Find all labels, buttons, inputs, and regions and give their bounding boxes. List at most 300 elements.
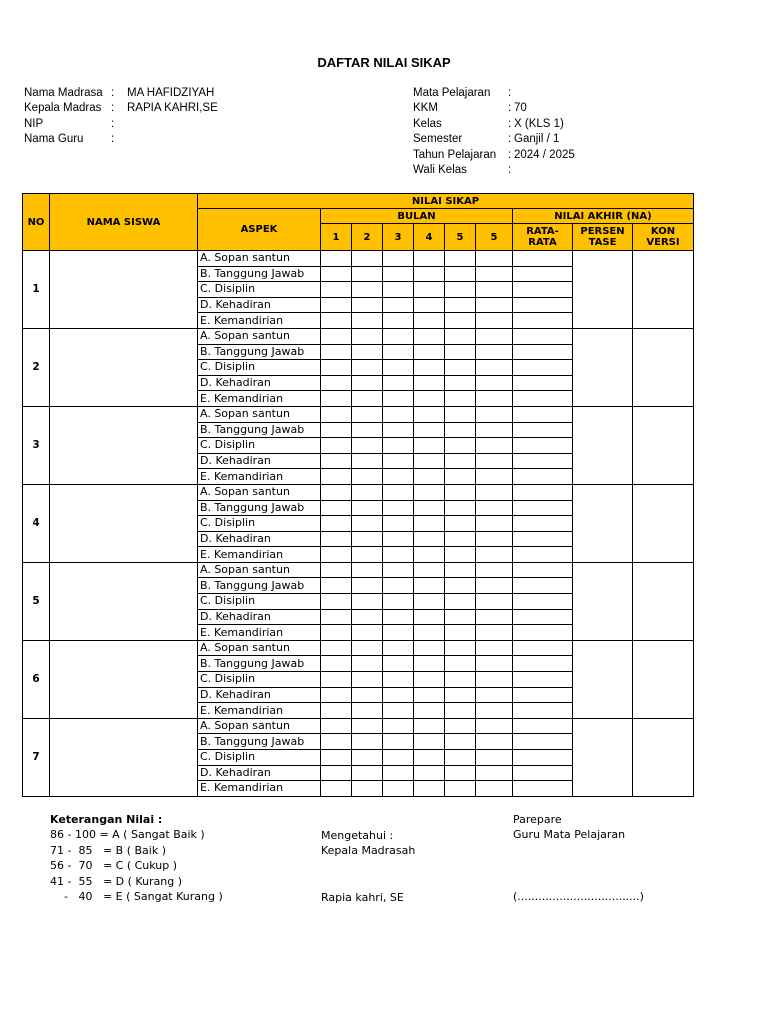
score-cell[interactable] [321, 251, 352, 267]
score-cell[interactable] [321, 500, 352, 516]
score-cell[interactable] [445, 375, 476, 391]
score-cell[interactable] [445, 531, 476, 547]
score-cell[interactable] [414, 672, 445, 688]
score-cell[interactable] [445, 453, 476, 469]
score-cell[interactable] [476, 297, 513, 313]
score-cell[interactable] [513, 781, 573, 797]
score-cell[interactable] [352, 516, 383, 532]
page-title: DAFTAR NILAI SIKAP [317, 55, 451, 70]
score-cell[interactable] [513, 656, 573, 672]
score-cell[interactable] [445, 484, 476, 500]
aspect-label: E. Kemandirian [198, 469, 321, 485]
score-cell[interactable] [476, 547, 513, 563]
guru-signature-line: (...................................) [513, 889, 644, 903]
persentase-cell[interactable] [573, 640, 633, 718]
score-cell[interactable] [321, 391, 352, 407]
score-cell[interactable] [414, 781, 445, 797]
score-cell[interactable] [445, 344, 476, 360]
score-cell[interactable] [513, 672, 573, 688]
score-cell[interactable] [513, 251, 573, 267]
score-cell[interactable] [321, 547, 352, 563]
score-cell[interactable] [352, 251, 383, 267]
score-cell[interactable] [476, 734, 513, 750]
konversi-cell[interactable] [633, 484, 694, 562]
mengetahui-label: Mengetahui : [321, 829, 394, 842]
score-cell[interactable] [414, 594, 445, 610]
aspect-label: E. Kemandirian [198, 391, 321, 407]
score-cell[interactable] [321, 282, 352, 298]
score-cell[interactable] [414, 656, 445, 672]
score-cell[interactable] [513, 422, 573, 438]
score-cell[interactable] [352, 703, 383, 719]
score-cell[interactable] [383, 438, 414, 454]
score-cell[interactable] [476, 282, 513, 298]
score-cell[interactable] [445, 609, 476, 625]
school-info-label: Kepala Madras [24, 102, 102, 115]
score-cell[interactable] [383, 266, 414, 282]
score-cell[interactable] [321, 781, 352, 797]
score-cell[interactable] [445, 360, 476, 376]
score-cell[interactable] [476, 375, 513, 391]
score-cell[interactable] [513, 578, 573, 594]
score-cell[interactable] [513, 765, 573, 781]
score-cell[interactable] [414, 547, 445, 563]
score-cell[interactable] [445, 500, 476, 516]
score-cell[interactable] [445, 266, 476, 282]
score-cell[interactable] [321, 687, 352, 703]
score-cell[interactable] [476, 625, 513, 641]
teacher-signature [513, 812, 713, 904]
school-info [24, 86, 284, 148]
score-cell[interactable] [414, 391, 445, 407]
student-name-cell[interactable] [50, 562, 198, 640]
score-cell[interactable] [352, 391, 383, 407]
score-cell[interactable] [445, 282, 476, 298]
student-name-cell[interactable] [50, 406, 198, 484]
score-cell[interactable] [445, 750, 476, 766]
score-cell[interactable] [445, 703, 476, 719]
score-cell[interactable] [414, 375, 445, 391]
score-cell[interactable] [414, 360, 445, 376]
score-cell[interactable] [321, 453, 352, 469]
score-cell[interactable] [321, 531, 352, 547]
score-cell[interactable] [414, 500, 445, 516]
score-cell[interactable] [414, 765, 445, 781]
class-info-label: Mata Pelajaran [413, 87, 491, 99]
score-cell[interactable] [513, 687, 573, 703]
score-cell[interactable] [513, 562, 573, 578]
score-cell[interactable] [414, 438, 445, 454]
score-cell[interactable] [445, 687, 476, 703]
score-cell[interactable] [383, 484, 414, 500]
score-cell[interactable] [383, 422, 414, 438]
score-cell[interactable] [414, 531, 445, 547]
score-cell[interactable] [476, 251, 513, 267]
student-name-cell[interactable] [50, 251, 198, 329]
score-cell[interactable] [476, 640, 513, 656]
konversi-cell[interactable] [633, 328, 694, 406]
score-cell[interactable] [321, 562, 352, 578]
score-cell[interactable] [321, 578, 352, 594]
score-cell[interactable] [513, 547, 573, 563]
score-cell[interactable] [352, 453, 383, 469]
score-cell[interactable] [321, 469, 352, 485]
score-cell[interactable] [383, 656, 414, 672]
score-cell[interactable] [352, 360, 383, 376]
score-cell[interactable] [513, 703, 573, 719]
score-cell[interactable] [321, 718, 352, 734]
score-cell[interactable] [476, 438, 513, 454]
score-cell[interactable] [321, 516, 352, 532]
persentase-cell[interactable] [573, 484, 633, 562]
score-cell[interactable] [476, 313, 513, 329]
score-cell[interactable] [414, 406, 445, 422]
score-cell[interactable] [445, 422, 476, 438]
konversi-cell[interactable] [633, 718, 694, 796]
score-cell[interactable] [513, 469, 573, 485]
score-cell[interactable] [513, 594, 573, 610]
score-cell[interactable] [383, 531, 414, 547]
score-cell[interactable] [513, 360, 573, 376]
score-cell[interactable] [383, 251, 414, 267]
score-cell[interactable] [513, 531, 573, 547]
score-cell[interactable] [383, 640, 414, 656]
score-cell[interactable] [445, 547, 476, 563]
score-cell[interactable] [352, 406, 383, 422]
na-header-line2: TASE [588, 237, 617, 248]
score-cell[interactable] [414, 422, 445, 438]
score-cell[interactable] [352, 718, 383, 734]
student-number: 2 [23, 328, 50, 406]
score-cell[interactable] [321, 375, 352, 391]
score-cell[interactable] [513, 640, 573, 656]
persentase-cell[interactable] [573, 718, 633, 796]
score-cell[interactable] [513, 500, 573, 516]
score-cell[interactable] [352, 422, 383, 438]
konversi-cell[interactable] [633, 562, 694, 640]
score-cell[interactable] [321, 703, 352, 719]
score-cell[interactable] [383, 734, 414, 750]
score-cell[interactable] [321, 266, 352, 282]
score-cell[interactable] [352, 500, 383, 516]
student-number: 4 [23, 484, 50, 562]
score-cell[interactable] [414, 718, 445, 734]
score-cell[interactable] [352, 640, 383, 656]
aspect-label: B. Tanggung Jawab [198, 578, 321, 594]
score-cell[interactable] [414, 266, 445, 282]
score-cell[interactable] [383, 750, 414, 766]
score-cell[interactable] [445, 656, 476, 672]
score-cell[interactable] [352, 266, 383, 282]
persentase-cell[interactable] [573, 406, 633, 484]
score-cell[interactable] [352, 625, 383, 641]
score-cell[interactable] [383, 282, 414, 298]
score-cell[interactable] [352, 594, 383, 610]
score-cell[interactable] [321, 640, 352, 656]
persentase-cell[interactable] [573, 251, 633, 329]
score-cell[interactable] [383, 687, 414, 703]
score-cell[interactable] [383, 375, 414, 391]
score-cell[interactable] [352, 313, 383, 329]
nama-siswa-header: NAMA SISWA [50, 194, 198, 251]
score-cell[interactable] [445, 594, 476, 610]
class-info-label: KKM [413, 102, 438, 115]
score-cell[interactable] [476, 672, 513, 688]
score-cell[interactable] [352, 297, 383, 313]
score-cell[interactable] [383, 594, 414, 610]
score-cell[interactable] [513, 391, 573, 407]
score-cell[interactable] [321, 609, 352, 625]
score-cell[interactable] [383, 609, 414, 625]
score-cell[interactable] [476, 344, 513, 360]
student-name-cell[interactable] [50, 718, 198, 796]
score-cell[interactable] [352, 609, 383, 625]
persentase-cell[interactable] [573, 328, 633, 406]
class-info-value: 70 [514, 102, 527, 115]
score-cell[interactable] [445, 438, 476, 454]
aspect-label: A. Sopan santun [198, 251, 321, 267]
score-cell[interactable] [352, 469, 383, 485]
score-cell[interactable] [383, 500, 414, 516]
score-cell[interactable] [445, 625, 476, 641]
score-cell[interactable] [383, 391, 414, 407]
score-cell[interactable] [513, 328, 573, 344]
score-cell[interactable] [414, 313, 445, 329]
score-cell[interactable] [476, 328, 513, 344]
class-info-label: Wali Kelas [413, 163, 467, 176]
score-cell[interactable] [414, 469, 445, 485]
score-cell[interactable] [383, 406, 414, 422]
score-cell[interactable] [414, 297, 445, 313]
score-cell[interactable] [383, 313, 414, 329]
score-cell[interactable] [352, 531, 383, 547]
score-cell[interactable] [513, 438, 573, 454]
month-header: 5 [445, 224, 476, 251]
score-cell[interactable] [476, 453, 513, 469]
score-cell[interactable] [476, 609, 513, 625]
na-column-header [573, 224, 633, 251]
score-cell[interactable] [476, 406, 513, 422]
score-cell[interactable] [321, 438, 352, 454]
score-cell[interactable] [414, 453, 445, 469]
konversi-cell[interactable] [633, 640, 694, 718]
score-cell[interactable] [383, 547, 414, 563]
score-cell[interactable] [352, 344, 383, 360]
student-name-cell[interactable] [50, 640, 198, 718]
score-cell[interactable] [476, 516, 513, 532]
score-cell[interactable] [476, 687, 513, 703]
score-cell[interactable] [321, 672, 352, 688]
score-cell[interactable] [513, 344, 573, 360]
score-cell[interactable] [383, 297, 414, 313]
score-cell[interactable] [476, 562, 513, 578]
score-cell[interactable] [476, 703, 513, 719]
score-cell[interactable] [414, 703, 445, 719]
score-cell[interactable] [476, 750, 513, 766]
score-cell[interactable] [513, 282, 573, 298]
school-info-separator: : [111, 87, 115, 99]
student-name-cell[interactable] [50, 484, 198, 562]
score-cell[interactable] [476, 500, 513, 516]
score-cell[interactable] [321, 360, 352, 376]
score-cell[interactable] [321, 422, 352, 438]
score-cell[interactable] [352, 484, 383, 500]
score-cell[interactable] [321, 297, 352, 313]
score-cell[interactable] [445, 640, 476, 656]
score-cell[interactable] [476, 594, 513, 610]
score-cell[interactable] [513, 375, 573, 391]
score-cell[interactable] [352, 562, 383, 578]
score-cell[interactable] [352, 750, 383, 766]
score-cell[interactable] [352, 672, 383, 688]
persentase-cell[interactable] [573, 562, 633, 640]
score-cell[interactable] [383, 562, 414, 578]
score-cell[interactable] [321, 313, 352, 329]
score-cell[interactable] [321, 734, 352, 750]
score-cell[interactable] [445, 251, 476, 267]
score-cell[interactable] [383, 672, 414, 688]
score-cell[interactable] [383, 578, 414, 594]
aspect-label: A. Sopan santun [198, 484, 321, 500]
score-cell[interactable] [321, 656, 352, 672]
aspect-label: E. Kemandirian [198, 703, 321, 719]
score-cell[interactable] [445, 469, 476, 485]
konversi-cell[interactable] [633, 406, 694, 484]
score-cell[interactable] [445, 781, 476, 797]
score-cell[interactable] [513, 734, 573, 750]
score-cell[interactable] [513, 625, 573, 641]
score-cell[interactable] [513, 266, 573, 282]
score-cell[interactable] [352, 687, 383, 703]
score-cell[interactable] [414, 251, 445, 267]
score-cell[interactable] [352, 547, 383, 563]
score-cell[interactable] [414, 484, 445, 500]
score-cell[interactable] [321, 484, 352, 500]
score-cell[interactable] [445, 672, 476, 688]
score-cell[interactable] [513, 750, 573, 766]
score-cell[interactable] [513, 453, 573, 469]
score-cell[interactable] [445, 718, 476, 734]
score-cell[interactable] [383, 718, 414, 734]
score-cell[interactable] [445, 765, 476, 781]
class-info-row [413, 86, 663, 101]
class-info-separator: : [508, 133, 512, 146]
score-cell[interactable] [321, 328, 352, 344]
score-cell[interactable] [414, 578, 445, 594]
score-cell[interactable] [414, 344, 445, 360]
score-cell[interactable] [352, 656, 383, 672]
score-cell[interactable] [352, 438, 383, 454]
score-cell[interactable] [476, 266, 513, 282]
score-cell[interactable] [383, 516, 414, 532]
score-cell[interactable] [513, 313, 573, 329]
score-cell[interactable] [445, 562, 476, 578]
score-cell[interactable] [321, 625, 352, 641]
score-cell[interactable] [414, 750, 445, 766]
score-cell[interactable] [414, 687, 445, 703]
score-cell[interactable] [414, 734, 445, 750]
na-column-header [513, 224, 573, 251]
score-cell[interactable] [445, 734, 476, 750]
class-info [413, 86, 663, 178]
na-header-line2: RATA [528, 237, 557, 248]
score-cell[interactable] [321, 406, 352, 422]
score-cell[interactable] [513, 406, 573, 422]
score-cell[interactable] [414, 562, 445, 578]
score-cell[interactable] [321, 344, 352, 360]
na-header-line2: VERSI [646, 237, 680, 248]
score-cell[interactable] [513, 297, 573, 313]
school-info-value: MA HAFIDZIYAH [127, 87, 215, 99]
aspect-label: C. Disiplin [198, 360, 321, 376]
score-cell[interactable] [321, 750, 352, 766]
score-cell[interactable] [476, 578, 513, 594]
score-cell[interactable] [445, 406, 476, 422]
score-cell[interactable] [383, 328, 414, 344]
score-cell[interactable] [352, 765, 383, 781]
score-cell[interactable] [445, 516, 476, 532]
score-cell[interactable] [383, 469, 414, 485]
score-cell[interactable] [414, 328, 445, 344]
score-cell[interactable] [476, 391, 513, 407]
score-cell[interactable] [476, 765, 513, 781]
score-cell[interactable] [513, 718, 573, 734]
score-cell[interactable] [445, 313, 476, 329]
score-cell[interactable] [476, 656, 513, 672]
score-cell[interactable] [352, 781, 383, 797]
score-cell[interactable] [383, 453, 414, 469]
score-cell[interactable] [414, 282, 445, 298]
score-cell[interactable] [513, 484, 573, 500]
score-cell[interactable] [476, 484, 513, 500]
score-cell[interactable] [352, 375, 383, 391]
score-cell[interactable] [383, 781, 414, 797]
score-cell[interactable] [383, 344, 414, 360]
score-cell[interactable] [476, 469, 513, 485]
score-cell[interactable] [352, 578, 383, 594]
score-cell[interactable] [476, 781, 513, 797]
score-cell[interactable] [321, 594, 352, 610]
score-cell[interactable] [352, 328, 383, 344]
score-cell[interactable] [414, 516, 445, 532]
score-cell[interactable] [352, 734, 383, 750]
score-cell[interactable] [445, 328, 476, 344]
class-info-separator: : [508, 102, 512, 115]
score-cell[interactable] [476, 718, 513, 734]
score-cell[interactable] [321, 765, 352, 781]
score-cell[interactable] [445, 391, 476, 407]
konversi-cell[interactable] [633, 251, 694, 329]
aspect-label: D. Kehadiran [198, 687, 321, 703]
score-cell[interactable] [476, 360, 513, 376]
score-cell[interactable] [414, 640, 445, 656]
score-cell[interactable] [383, 360, 414, 376]
score-cell[interactable] [383, 765, 414, 781]
score-cell[interactable] [476, 531, 513, 547]
score-cell[interactable] [414, 609, 445, 625]
aspect-label: D. Kehadiran [198, 297, 321, 313]
score-cell[interactable] [513, 516, 573, 532]
score-cell[interactable] [414, 625, 445, 641]
score-cell[interactable] [352, 282, 383, 298]
score-cell[interactable] [445, 578, 476, 594]
score-cell[interactable] [383, 703, 414, 719]
score-cell[interactable] [513, 609, 573, 625]
student-name-cell[interactable] [50, 328, 198, 406]
score-cell[interactable] [383, 625, 414, 641]
score-cell[interactable] [445, 297, 476, 313]
score-cell[interactable] [476, 422, 513, 438]
